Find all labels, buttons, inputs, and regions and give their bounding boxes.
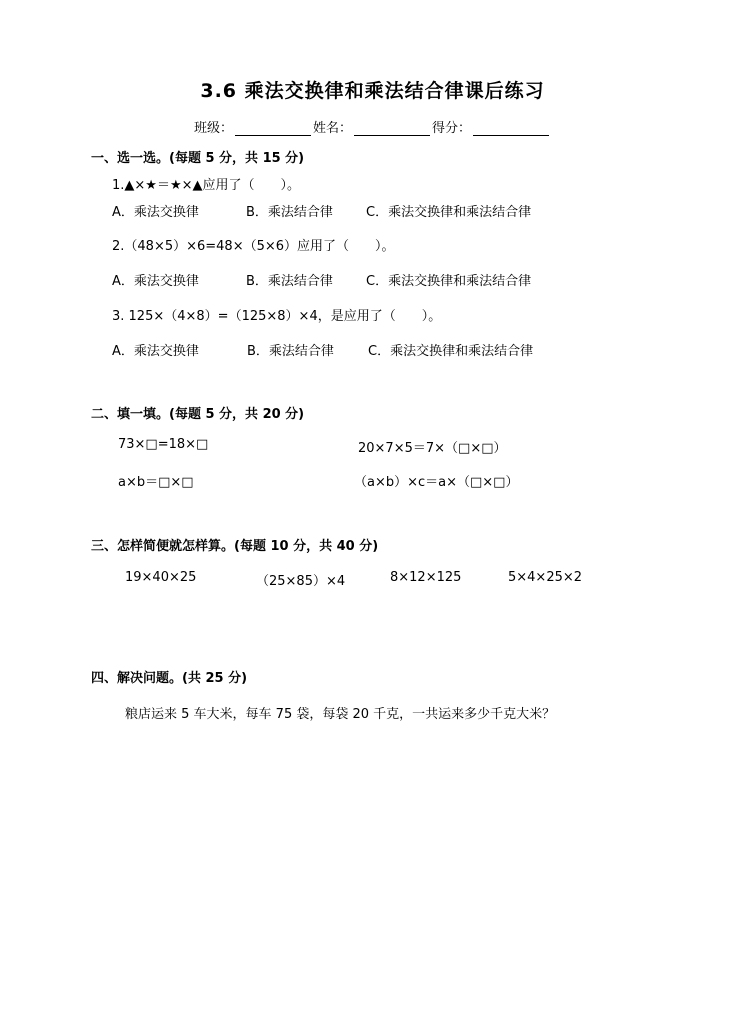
page-title: 3.6 乘法交换律和乘法结合律课后练习 — [200, 80, 545, 102]
q1-option-c[interactable]: C．乘法交换律和乘法结合律 — [366, 205, 532, 220]
student-info-line — [194, 117, 551, 136]
q1-option-a[interactable]: A．乘法交换律 — [112, 205, 199, 220]
calc-3: 8×12×125 — [390, 570, 462, 585]
q2-text: 2.（48×5）×6=48×（5×6）应用了（ ）。 — [112, 239, 395, 254]
calc-1: 19×40×25 — [125, 570, 197, 585]
q2-option-a[interactable]: A．乘法交换律 — [112, 274, 199, 289]
q2-option-b[interactable]: B．乘法结合律 — [246, 274, 333, 289]
q1-text: 1.▲×★＝★×▲应用了（ ）。 — [112, 178, 300, 193]
q3-text: 3. 125×（4×8）=（125×8）×4，是应用了（ ）。 — [112, 309, 442, 324]
calc-4: 5×4×25×2 — [508, 570, 583, 585]
section-1-heading: 一、选一选。(每题 5 分，共 15 分) — [91, 151, 305, 166]
section-2-heading: 二、填一填。(每题 5 分，共 20 分) — [91, 407, 305, 422]
class-blank[interactable] — [235, 121, 311, 136]
q3-option-c[interactable]: C．乘法交换律和乘法结合律 — [368, 344, 534, 359]
fill-2[interactable]: 20×7×5＝7×（□×□） — [358, 441, 507, 456]
fill-4[interactable]: （a×b）×c＝a×（□×□） — [354, 475, 519, 490]
word-problem: 粮店运来 5 车大米，每车 75 袋，每袋 20 千克，一共运来多少千克大米？ — [125, 707, 556, 722]
fill-3[interactable]: a×b＝□×□ — [118, 475, 194, 490]
score-blank[interactable] — [473, 121, 549, 136]
score-label: 得分： — [432, 121, 472, 136]
q2-option-c[interactable]: C．乘法交换律和乘法结合律 — [366, 274, 532, 289]
calc-2: （25×85）×4 — [256, 574, 346, 589]
section-4-heading: 四、解决问题。(共 25 分) — [91, 671, 248, 686]
fill-1[interactable]: 73×□=18×□ — [118, 437, 209, 452]
q3-option-b[interactable]: B．乘法结合律 — [247, 344, 334, 359]
name-blank[interactable] — [354, 121, 430, 136]
section-3-heading: 三、怎样简便就怎样算。(每题 10 分，共 40 分) — [91, 539, 379, 554]
q1-option-b[interactable]: B．乘法结合律 — [246, 205, 333, 220]
class-label: 班级： — [194, 121, 234, 136]
name-label: 姓名： — [313, 121, 353, 136]
q3-option-a[interactable]: A．乘法交换律 — [112, 344, 199, 359]
